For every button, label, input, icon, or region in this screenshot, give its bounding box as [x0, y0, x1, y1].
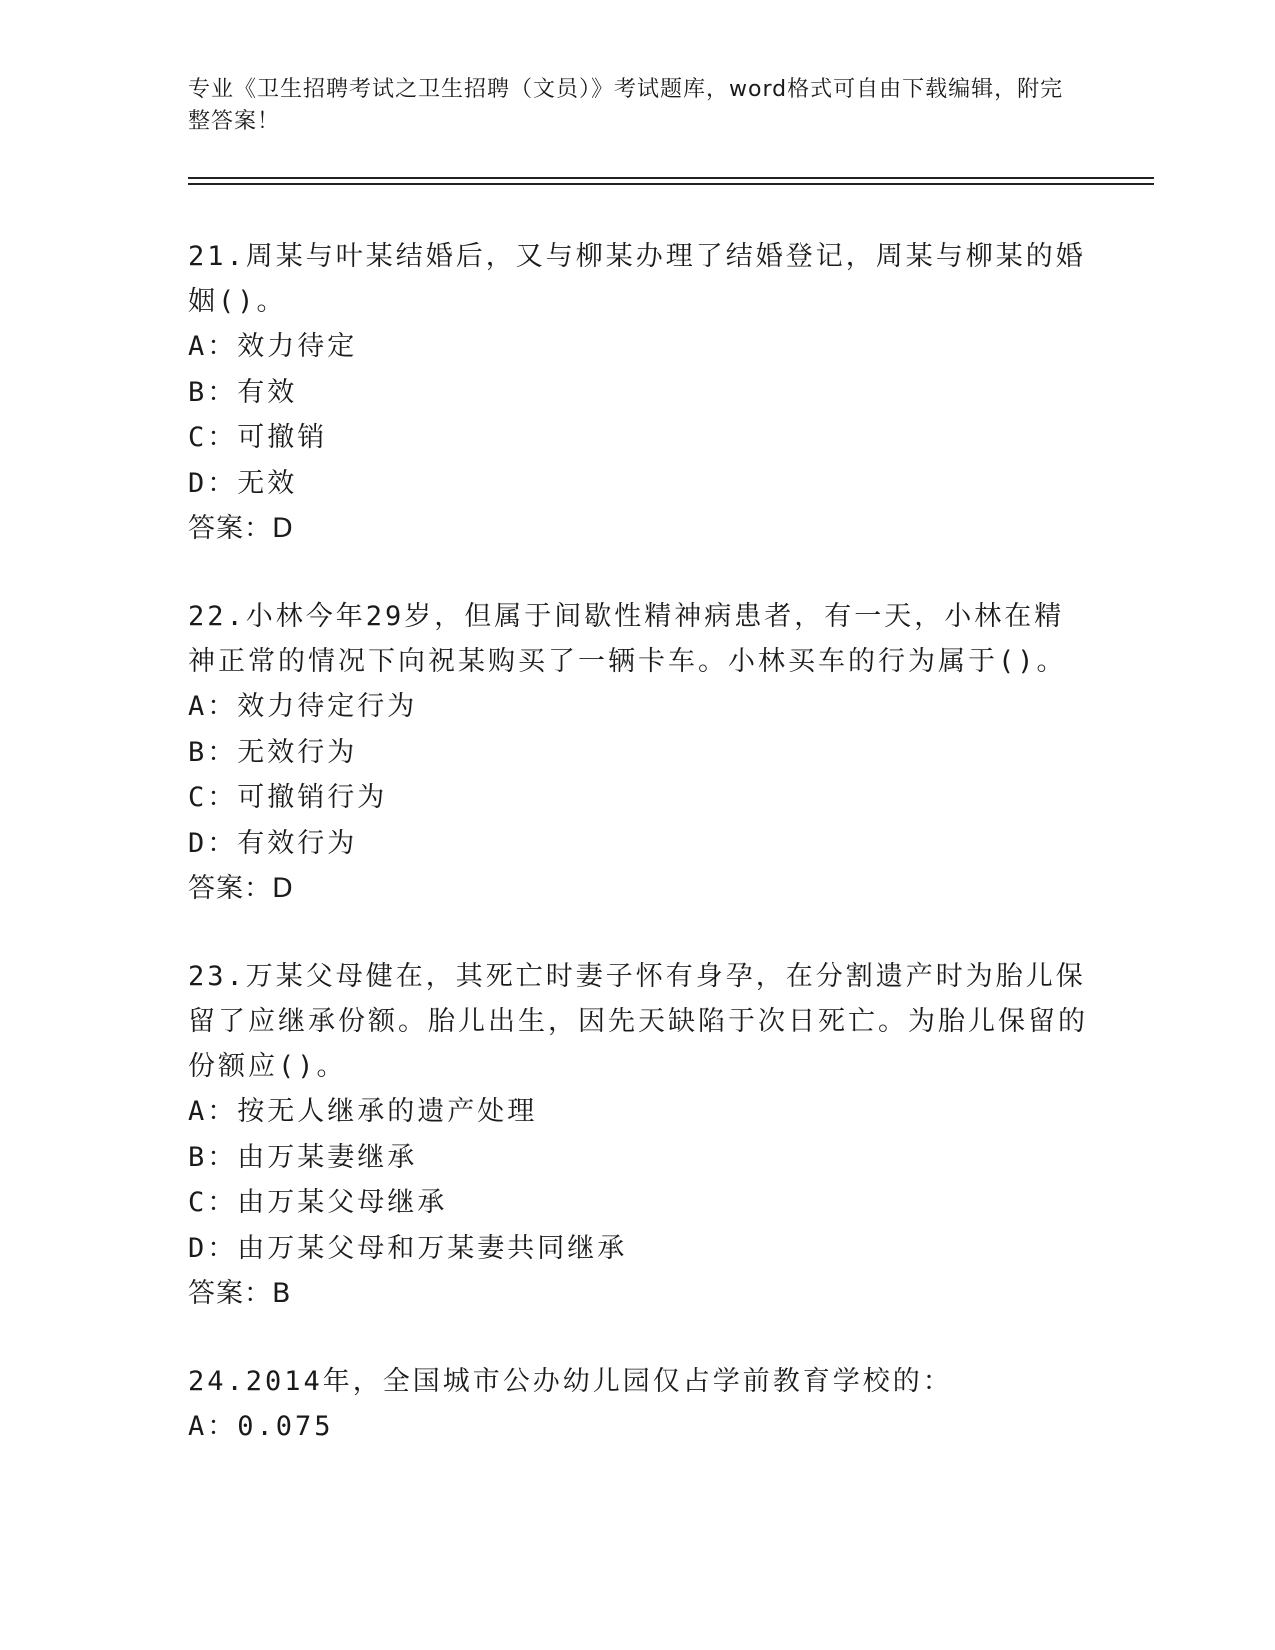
option-d: D：由万某父母和万某妻共同继承	[188, 1232, 628, 1264]
header-divider-top	[188, 177, 1154, 179]
question-23	[188, 954, 1088, 1316]
question-24	[188, 1359, 1088, 1450]
option-d: D：有效行为	[188, 827, 358, 859]
answer: 答案：D	[188, 513, 294, 544]
question-stem: 23.万某父母健在，其死亡时妻子怀有身孕，在分割遗产时为胎儿保留了应继承份额。胎儿出生，因先天缺陷于次日死亡。为胎儿保留的份额应()。	[188, 961, 1088, 1082]
option-b: B：无效行为	[188, 736, 358, 768]
option-b: B：由万某妻继承	[188, 1141, 418, 1173]
document-header: 专业《卫生招聘考试之卫生招聘（文员）》考试题库，word格式可自由下载编辑，附完整答案！	[188, 77, 1064, 134]
option-a: A：0.075	[188, 1411, 334, 1442]
header-divider-bottom	[188, 183, 1154, 185]
question-21	[188, 234, 1088, 551]
option-b: B：有效	[188, 376, 298, 408]
question-stem: 21.周某与叶某结婚后，又与柳某办理了结婚登记，周某与柳某的婚姻()。	[188, 241, 1086, 317]
option-a: A：效力待定	[188, 331, 358, 362]
answer: 答案：B	[188, 1278, 292, 1309]
option-a: A：按无人继承的遗产处理	[188, 1096, 538, 1127]
option-c: C：可撤销行为	[188, 782, 388, 813]
option-c: C：由万某父母继承	[188, 1187, 448, 1218]
answer: 答案：D	[188, 873, 294, 904]
question-stem: 22.小林今年29岁，但属于间歇性精神病患者，有一天，小林在精神正常的情况下向祝某购买了一辆卡车。小林买车的行为属于()。	[188, 601, 1067, 677]
question-22	[188, 594, 1088, 911]
option-a: A：效力待定行为	[188, 691, 418, 722]
question-list	[188, 234, 1088, 1493]
option-d: D：无效	[188, 467, 298, 499]
question-stem: 24.2014年，全国城市公办幼儿园仅占学前教育学校的：	[188, 1366, 953, 1397]
option-c: C：可撤销	[188, 422, 328, 453]
